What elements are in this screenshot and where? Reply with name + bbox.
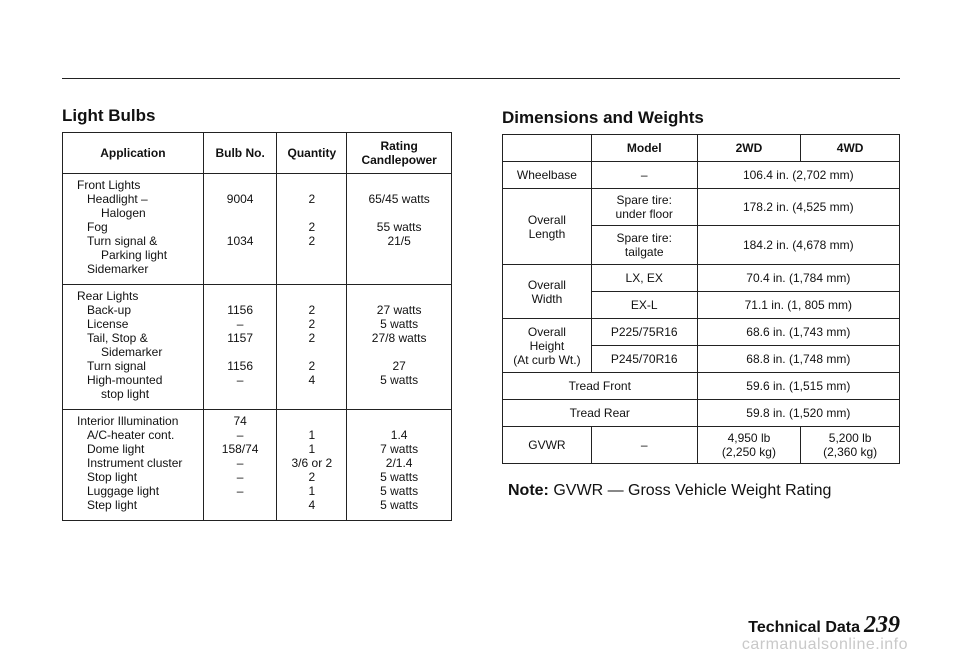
light-bulbs-title: Light Bulbs <box>62 106 156 125</box>
bulb-line: 2 <box>308 331 316 345</box>
bulb-line: Sidemarker <box>87 262 149 276</box>
height-value-2: 68.8 in. (1,748 mm) <box>697 346 899 373</box>
wheelbase-model: – <box>591 162 697 189</box>
bulb-group-row <box>63 174 452 285</box>
dimensions-table <box>502 134 900 464</box>
bulb-line <box>277 206 346 220</box>
bulb-line: 7 watts <box>380 442 419 456</box>
dims-header-row <box>503 135 900 162</box>
bulb-line <box>204 289 277 303</box>
bulb-line: 74 <box>233 414 247 428</box>
width-model-1: LX, EX <box>591 265 697 292</box>
bulb-line: – <box>236 470 244 484</box>
page-number: 239 <box>864 612 900 638</box>
bulb-line: 4 <box>308 373 316 387</box>
bulb-line: 2 <box>308 220 316 234</box>
bulb-line: Step light <box>87 498 138 512</box>
width-value-2: 71.1 in. (1, 805 mm) <box>697 292 899 319</box>
bulb-line: 55 watts <box>376 220 422 234</box>
bulb-line <box>347 178 451 192</box>
bulb-line: Rear Lights <box>77 289 139 303</box>
tread-front-label: Tread Front <box>503 373 698 400</box>
bulb-line <box>277 345 346 359</box>
bulb-line: Instrument cluster <box>87 456 183 470</box>
row-wheelbase <box>503 162 900 189</box>
bulb-bulb-cell <box>203 410 277 521</box>
bulb-line: 1.4 <box>390 428 408 442</box>
bulb-line <box>277 248 346 262</box>
bulb-line: 2 <box>308 234 316 248</box>
bulb-line <box>204 248 277 262</box>
bulb-line: 158/74 <box>221 442 259 456</box>
bulbs-header-row <box>63 133 452 174</box>
bulb-line <box>277 262 346 276</box>
top-rule <box>62 78 900 79</box>
gvwr-2wd: 4,950 lb (2,250 kg) <box>697 427 801 464</box>
bulb-line <box>204 178 277 192</box>
row-tread-rear <box>503 400 900 427</box>
length-value-2: 184.2 in. (4,678 mm) <box>697 226 899 265</box>
bulb-line: Dome light <box>87 442 145 456</box>
length-model-1: Spare tire: under floor <box>591 189 697 226</box>
width-value-1: 70.4 in. (1,784 mm) <box>697 265 899 292</box>
light-bulbs-table <box>62 132 452 521</box>
header-blank <box>503 135 592 162</box>
watermark: carmanualsonline.info <box>741 636 908 653</box>
row-length-1 <box>503 189 900 226</box>
bulb-rating-cell <box>347 410 452 521</box>
bulb-line: 2 <box>308 470 316 484</box>
bulb-line: License <box>87 317 129 331</box>
bulb-line: – <box>236 456 244 470</box>
bulb-line <box>347 414 451 428</box>
bulb-line: 1034 <box>226 234 254 248</box>
bulb-line <box>277 414 346 428</box>
bulb-line: Back-up <box>87 303 132 317</box>
bulb-line <box>347 248 451 262</box>
bulb-line: 1156 <box>227 303 254 317</box>
bulb-line: Luggage light <box>87 484 160 498</box>
bulb-line: 9004 <box>226 192 254 206</box>
tread-rear-value: 59.8 in. (1,520 mm) <box>697 400 899 427</box>
bulb-line: 2/1.4 <box>385 456 413 470</box>
bulb-line: 5 watts <box>380 484 419 498</box>
width-label: Overall Width <box>503 265 592 319</box>
header-rating: Rating Candlepower <box>347 133 452 174</box>
bulb-line: 2 <box>308 303 316 317</box>
bulb-line <box>277 178 346 192</box>
row-tread-front <box>503 373 900 400</box>
bulb-line: Parking light <box>101 248 168 262</box>
gvwr-4wd: 5,200 lb (2,360 kg) <box>801 427 900 464</box>
bulb-line <box>204 206 277 220</box>
height-model-1: P225/75R16 <box>591 319 697 346</box>
bulb-line <box>347 206 451 220</box>
bulb-line: Fog <box>87 220 108 234</box>
bulb-line <box>204 345 277 359</box>
bulb-line: – <box>236 373 244 387</box>
tread-front-value: 59.6 in. (1,515 mm) <box>697 373 899 400</box>
row-height-1 <box>503 319 900 346</box>
bulb-qty-cell <box>277 410 347 521</box>
page-footer <box>748 612 900 639</box>
bulb-line: Turn signal & <box>87 234 158 248</box>
bulb-line <box>347 262 451 276</box>
bulb-line: 2 <box>308 359 316 373</box>
bulb-line <box>204 262 277 276</box>
bulb-line: 1156 <box>227 359 254 373</box>
height-label: Overall Height (At curb Wt.) <box>503 319 592 373</box>
bulb-group-row <box>63 285 452 410</box>
bulb-app-cell <box>63 174 204 285</box>
bulb-line: – <box>236 428 244 442</box>
header-bulb-no: Bulb No. <box>203 133 277 174</box>
width-model-2: EX-L <box>591 292 697 319</box>
header-quantity: Quantity <box>277 133 347 174</box>
bulb-line: 5 watts <box>380 470 419 484</box>
bulb-line: Halogen <box>101 206 146 220</box>
gvwr-note <box>508 482 831 500</box>
bulb-line <box>347 289 451 303</box>
bulb-qty-cell <box>277 174 347 285</box>
height-value-1: 68.6 in. (1,743 mm) <box>697 319 899 346</box>
bulb-line: – <box>236 317 244 331</box>
footer-section: Technical Data <box>748 619 860 636</box>
bulb-line: 27 watts <box>376 303 422 317</box>
bulb-line: – <box>236 484 244 498</box>
bulb-line: Headlight – <box>87 192 148 206</box>
length-value-1: 178.2 in. (4,525 mm) <box>697 189 899 226</box>
bulb-line: 4 <box>308 498 316 512</box>
gvwr-model: – <box>591 427 697 464</box>
bulb-line <box>204 387 277 401</box>
bulb-app-cell <box>63 410 204 521</box>
bulb-line: 1 <box>308 442 316 456</box>
bulb-group-row <box>63 410 452 521</box>
bulb-app-cell <box>63 285 204 410</box>
note-text: GVWR — Gross Vehicle Weight Rating <box>553 482 832 499</box>
bulb-line: 65/45 watts <box>368 192 430 206</box>
bulb-line: Tail, Stop & <box>87 331 148 345</box>
bulb-line <box>277 289 346 303</box>
wheelbase-value: 106.4 in. (2,702 mm) <box>697 162 899 189</box>
row-width-1 <box>503 265 900 292</box>
bulb-rating-cell <box>347 174 452 285</box>
header-4wd: 4WD <box>801 135 900 162</box>
bulb-line: Sidemarker <box>101 345 163 359</box>
bulb-line: Stop light <box>87 470 138 484</box>
bulb-line: Front Lights <box>77 178 141 192</box>
row-gvwr <box>503 427 900 464</box>
tread-rear-label: Tread Rear <box>503 400 698 427</box>
bulb-line: 2 <box>308 317 316 331</box>
bulb-line: 21/5 <box>387 234 411 248</box>
bulb-line: 1 <box>308 484 316 498</box>
bulb-line: Interior Illumination <box>77 414 179 428</box>
bulb-line <box>277 387 346 401</box>
bulb-line: 2 <box>308 192 316 206</box>
length-label: Overall Length <box>503 189 592 265</box>
bulb-line: A/C-heater cont. <box>87 428 175 442</box>
note-label: Note: <box>508 482 549 499</box>
bulb-line: 3/6 or 2 <box>291 456 333 470</box>
bulb-line: 5 watts <box>380 373 419 387</box>
header-application: Application <box>63 133 204 174</box>
bulb-line: stop light <box>101 387 150 401</box>
length-model-2: Spare tire: tailgate <box>591 226 697 265</box>
bulb-line: Turn signal <box>87 359 146 373</box>
bulb-bulb-cell <box>203 285 277 410</box>
bulb-line <box>347 387 451 401</box>
bulb-line: 1 <box>308 428 316 442</box>
gvwr-label: GVWR <box>503 427 592 464</box>
bulb-rating-cell <box>347 285 452 410</box>
wheelbase-label: Wheelbase <box>503 162 592 189</box>
bulb-line: 27/8 watts <box>371 331 427 345</box>
bulb-line <box>204 498 277 512</box>
bulb-line: 1157 <box>227 331 254 345</box>
bulb-line <box>347 345 451 359</box>
bulb-line <box>204 220 277 234</box>
bulb-line: 5 watts <box>380 498 419 512</box>
bulb-bulb-cell <box>203 174 277 285</box>
dimensions-title: Dimensions and Weights <box>502 108 704 127</box>
bulb-line: 5 watts <box>380 317 419 331</box>
bulb-line: 27 <box>392 359 406 373</box>
bulb-qty-cell <box>277 285 347 410</box>
bulb-line: High-mounted <box>87 373 163 387</box>
header-2wd: 2WD <box>697 135 801 162</box>
header-model: Model <box>591 135 697 162</box>
height-model-2: P245/70R16 <box>591 346 697 373</box>
